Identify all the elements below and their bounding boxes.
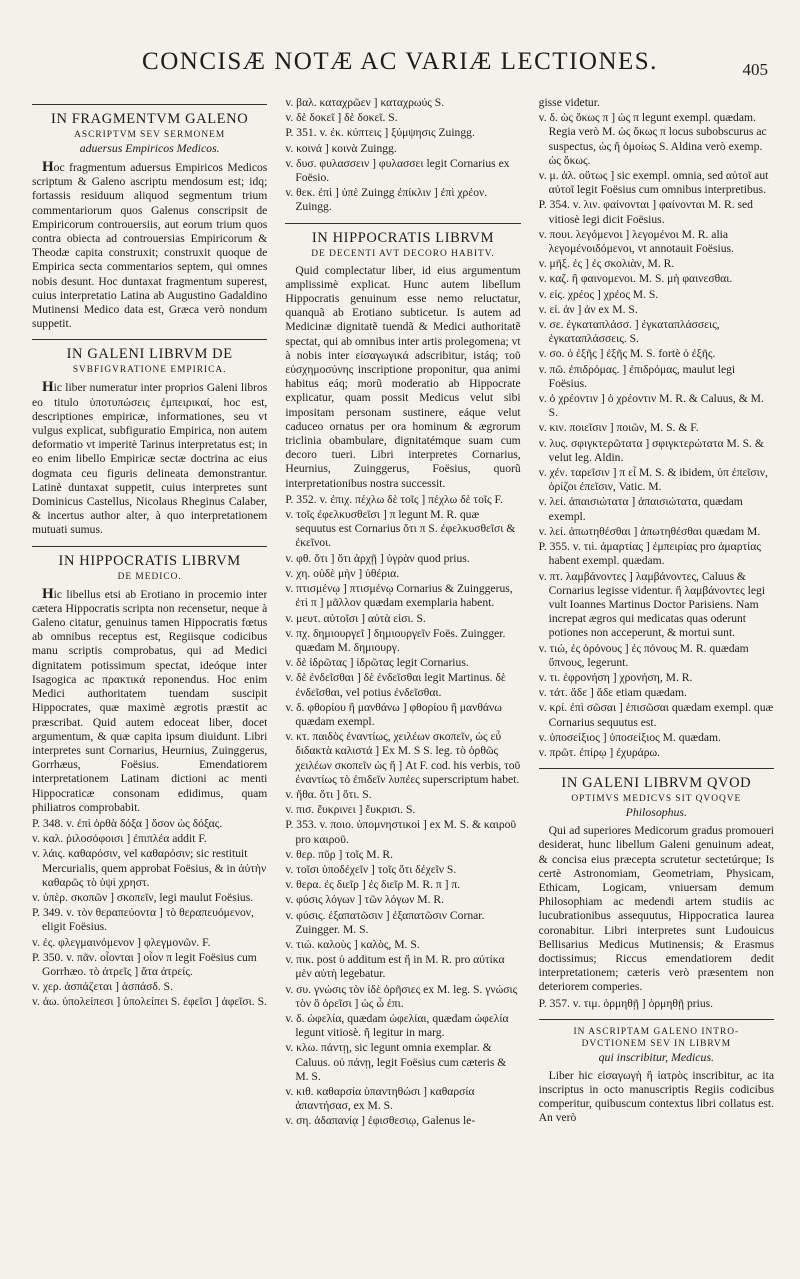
variant-note: v. δὲ ἰδρῶτας ] ἰδρῶτας legit Cornarius.: [285, 656, 469, 670]
section-subtitle: DVCTIONEM SEV IN LIBRVM: [581, 1038, 732, 1049]
variant-note: v. τι. ἐφρονήση ] χρονήση, M. R.: [538, 670, 693, 684]
section-subtitle: SVBFIGVRATIONE EMPIRICA.: [72, 365, 227, 376]
variant-note: v. τοῖσι ὑποδέχεῖν ] τοῖς ὅτι δέχεῖν S.: [285, 862, 457, 876]
variant-note: v. χερ. ἀσπάζεται ] ἀσπάσδ. S.: [32, 980, 173, 994]
section-body: Hic libellus etsi ab Erotiano in procemio inter cætera Hippocratis scripta non recensetur, neque à Galeno citatur, genuinus tamen Hippocratis fœtus ab omnibus receptus est, Regiisque codicibus manu scriptis comprobatus, qui ad Medici dignitatem potissimum spectat, ideóque inter Isagogica ac πρακτικά reponendus. Hoc enim Medici authoritatem tuendam suscipit Hippocrates, quæ maximè ægrotis præstit ac præscribat. Quid autem edoceat liber, docet argumentum, & quæ capita ipsum diuidunt. Libri interpretes sunt Cornarius, Heurnius, Zuinggerus, Gorrhæus, Foësius. Emendatiorem interpretationem Latinam dictioni ac menti Hippocraticæ consonam edidimus, quam philiatros comprobabit.: [32, 585, 268, 814]
section-title: IN GALENI LIBRVM QVOD: [561, 775, 752, 792]
variant-note: v. κιθ. καθαρσία ὑπαντηθώσι ] καθαρσία ἀπαντήσασ, ex M. S.: [285, 1085, 475, 1113]
variant-note: v. πικ. post ὑ additum est ἤ in M. R. pro αὐτίκα μὲν αὐτὴ legebatur.: [285, 953, 505, 981]
variant-note: v. κοινά ] κοινὰ Zuingg.: [285, 141, 397, 155]
variant-notes: [285, 96, 520, 215]
variant-note: v. μευτ. αὐτοῖσι ] αὐτὰ εἰσι. S.: [285, 611, 426, 625]
section-subtitle: OPTIMVS MEDICVS SIT QVOQVE: [571, 794, 742, 805]
variant-note: v. πχ. δημιουργεῖ ] δημιουργεῖν Foës. Zuingger. quædam M. δημιουργ.: [285, 626, 506, 654]
variant-note: v. θερα. ἐς διεῖρ ] ἐς διεῖρ M. R. π ] π.: [285, 878, 461, 892]
variant-notes: [32, 817, 267, 1010]
variant-note: v. πουι. λεγόμενοι ] λεγομένοι M. R. alia λεγομένοιδόμενοι, vt annotauit Foësius.: [538, 227, 734, 256]
variant-note: v. λυς. σφιγκτερῶτατα ] σφιγκτερώτατα M. S. & velut leg. Aldin.: [538, 436, 764, 464]
variant-note: v. χέν. ταρεῖσιν ] π εἶ M. S. & ibidem, ὑπ ἐπεῖσιν, ὁρίζοι ἐπεῖσιν, Vatic. M.: [538, 466, 768, 494]
column-middle: [285, 96, 520, 1269]
variant-note: v. μ. ἀλ. οὕτως ] sic exempl. omnia, sed αὐτοῖ aut αὐτοῖ legit Foësius cum omnibus interpretibus.: [538, 169, 769, 197]
divider: [32, 546, 267, 547]
variant-note: P. 351. v. ἐκ. κύπτεις ] ξύμψησις Zuingg.: [285, 126, 475, 140]
section-title: IN ASCRIPTAM GALENO INTRO-: [573, 1026, 740, 1037]
variant-note: v. θερ. πῦρ ] τοῖς M. R.: [285, 847, 394, 861]
variant-note: v. χη. οὐδὲ μὴν ] ὑθέρια.: [285, 566, 400, 580]
variant-note: v. φύσις λόγων ] τῶν λόγων M. R.: [285, 893, 445, 907]
section-title: IN HIPPOCRATIS LIBRVM: [311, 229, 495, 246]
variant-note: v. πτ. λαμβάνοντες ] λαμβάνοντες, Caluus & Cornarius legisse videntur. ἤ λαμβάνοντες legi vult Ioannes Martinus Doctor Parisiens. Nam increpat ægros qui medicatas quas oderunt potiones non acceperunt, & mortui sunt.: [538, 569, 766, 640]
variant-note: P. 352. v. ἐπιχ. πέχλω δὲ τοῖς ] πέχλω δὲ τοῖς F.: [285, 492, 503, 506]
divider: [32, 339, 267, 340]
column-right: [539, 96, 774, 1269]
variant-note: P. 349. v. τὸν θεραπεύοντα ] τὸ θεραπευόμενον, eligit Foësius.: [32, 906, 254, 934]
variant-note: v. λεί. ἀπωτηθέσθαι ] ἀπωτηθέσθαι quædam M.: [538, 524, 761, 538]
variant-note: v. ὑποσείξιος ] ὑποσείξιος M. quædam.: [538, 730, 721, 744]
section-body: Quid complectatur liber, id eius argumentum amplissimè explicat. Hunc autem libellum Hippocratis genuinum esse nemo reluctatur, quanquã ab Erotiano subticetur. Is autem ad Medicinæ dignitatẽ tuendã & Medici authoritatẽ spectat, qui ab omnibus inter artis prolegomena; vt à nobis inter εἰσαγωγικά adscribitur, istáq; τοῦ εὐσχημοσύνης inscriptione proponitur, qua animi habitus eáq; morũ moderatio ab Hippocrate explicatur, quam possit Medicus velut sibi impositam personam sustinere, eáque velut caduceo ornatus per ora hominum & ægrorum tricliniа obambulare, dignitatémque suam cum decoro tueri. Libri interpretes Cornarius, Heurnius, Zuinggerus, Foësius, quorũ interpretationibus nostra successit.: [285, 263, 521, 490]
variant-note: v. πῶ. ἐπιδρόμας. ] ἐπιδρόμας, maulut legi Foësius.: [538, 362, 736, 390]
section-subtitle: DE MEDICO.: [117, 571, 182, 582]
variant-note: v. τάτ. ἄδε ] ἄδε etiam quædam.: [538, 686, 687, 700]
variant-note: P. 350. v. πᾶν. οἷονται ] οἷον π legit Foësius cum Gorrhæo. τὸ ἀτρεῖς ] ἄτα ἀτρείς.: [32, 950, 257, 978]
section-subtitle: ASCRIPTVM SEV SERMONEM: [74, 130, 226, 140]
variant-notes: [539, 96, 774, 760]
variant-note: v. δυσ. φυλασσειν ] φυλασσει legit Cornarius ex Foësio.: [285, 156, 510, 185]
variant-note: v. δὲ δοκεῖ ] δὲ δοκεῖ. S.: [285, 111, 398, 125]
variant-note: P. 348. v. ἐπὶ ὀρθὰ δόξα ] ὅσον ὡς δόξας.: [32, 816, 223, 830]
variant-note: v. βαλ. καταχρῶεν ] καταχρωύς S.: [285, 96, 445, 109]
section-body: Liber hic εἰσαγωγὴ ἢ ἰατρὸς inscribitur, ac ita inscriptus in octo manuscriptis Regiis codicibus comperitur, quibuscum contextus libri collatus est. An verò: [538, 1068, 774, 1125]
variant-note: v. δ. φθορίου ἢ μανθάνω ] φθορίου ἢ μανθάνω quædam exempl.: [285, 700, 502, 728]
variant-note: v. φθ. ὅτι ] ὅτι ἀρχῇ ] ὑγρὰν quod prius.: [285, 551, 470, 565]
text-columns: [32, 96, 774, 1269]
variant-note: v. ση. ἀδαπανίᾳ ] ἐφισθεσιῳ, Galenus le-: [285, 1114, 476, 1128]
variant-note: v. κρί. ἐπὶ σῶσαι ] ἐπισῶσαι quædam exempl. quæ Cornarius sequutus est.: [538, 701, 774, 729]
variant-note: v. τιώ. καλοὺς ] καλὸς, M. S.: [285, 937, 420, 951]
variant-note: v. πρῶτ. ἐπίρῳ ] ἐχυράρω.: [538, 745, 661, 759]
variant-note: v. τοῖς ἐφελκυσθεῖσι ] π legunt M. R. quæ sequutus est Cornarius ὅτι π S. ἐφελκυσθεῖσι & ἐκεῖνοι.: [285, 508, 516, 550]
variant-note: gisse videtur.: [538, 96, 600, 109]
variant-note: P. 353. v. ποιο. ὑπομνηστικοὶ ] ex M. S. & καιροῦ pro καιροῦ.: [285, 818, 517, 846]
section-subtitle: qui inscribitur, Medicus.: [598, 1049, 714, 1064]
section-title: IN GALENI LIBRVM DE: [66, 346, 233, 363]
variant-note: v. ὁ χρέοντιν ] ὁ χρέοντιν M. R. & Caluus, & M. S.: [538, 392, 764, 420]
variant-note: v. λάις. καθαρόσιν, vel καθαρόσιν; sic restituit Mercurialis, quem approbat Foësius, & in ἀὐτὴν καθαρῶς τὸ ὑψὶ χρηστ.: [32, 847, 267, 889]
section-subtitle: Philosophus.: [625, 805, 687, 820]
variant-note: v. κιν. ποιεῖσιν ] ποιῶν, M. S. & F.: [538, 421, 699, 435]
variant-notes: [285, 493, 520, 1129]
variant-note: v. κλω. πάντῃ, sic legunt omnia exemplar. & Caluus. οὐ πάνῃ, legit Foësius cum cæteris & M. S.: [285, 1041, 507, 1083]
column-left: [32, 96, 267, 1269]
variant-note: v. καζ. ἢ φαινομενοι. M. S. μὴ φαινεσθαι.: [538, 272, 733, 286]
variant-note: v. δὲ ἐνδεῖσθαι ] δὲ ἐνδεῖσθαι legit Martinus. δὲ ἐνδεῖσθαι, vel potius ἐνδεῖσθαι.: [285, 671, 506, 699]
section-title: IN FRAGMENTVM GALENO: [51, 111, 249, 127]
variant-note: v. ἐς. φλεγμαινόμενον ] φλεγμονῶν. F.: [32, 935, 211, 949]
section-subtitle: DE DECENTI AVT DECORO HABITV.: [311, 248, 495, 259]
variant-note: v. ἤθα. ὅτι ] ὅτι. S.: [285, 787, 372, 801]
section-subtitle: aduersus Empiricos Medicos.: [79, 141, 220, 155]
variant-note: v. ἀω. ὑπολείπεσι ] ὑπολείπει S. ἐφεῖσι ] ἀφεῖσι. S.: [32, 995, 267, 1009]
variant-note: v. κτ. παιδὸς ἐναντίως, χειλέων σκοπεῖν, ὡς εὖ διδακτὰ καλιστά ] Ex M. S S. leg. τὸ ὀρθῶς χειλέων σκοπεῖν ὡς ἤ ] At F. cod. his verbis, τοῦ ἐναντίως τὸ ἐπιδεῖν λυπέες superscriptum habet.: [285, 730, 521, 786]
variant-note: v. πισ. ἔυκρινει ] ἔυκρισι. S.: [285, 803, 416, 817]
variant-note: v. φύσις. ἐξαπατῶσιν ] ἐξαπατῶσιν Cornar. Zuingger. M. S.: [285, 908, 485, 936]
variant-note: v. τιώ, ἐς ὁρόνους ] ἐς πόνους M. R. quædam ὕπνους, legerunt.: [538, 641, 749, 669]
section-body: Qui ad superiores Medicorum gradus promoueri desiderat, hunc libellum Galeni genuinum adeat, & concisa eius præcepta scrutetur sectetúrque; Is certè Astronomiam, Geometriam, Physicam, Ethicam, Logicam, vniuersam demum Philosophiam ac medendi artem studiis ac lucubrationibus assequutus, Hippocratica laurea coronabitur. Libri interpretes sunt Ludouicus Bellisarius Medicus Mutinensis; & Erasmus doctissimus; Riccus emendatiorem dedit interpretationem; cæteris verò præsentem non deteriorem comperies.: [538, 824, 774, 994]
divider: [285, 223, 520, 224]
variant-note: v. σο. ὁ ἐξῆς ] ἐξῆς M. S. fortè ὁ ἐξῆς.: [538, 347, 716, 361]
section-body: Hoc fragmentum aduersus Empiricos Medicos scriptum & Galeno ascriptu mendosum est; idq; fortassis residuum aliquod segmentum trium commentariorum quos Galenus conscripsit de Empiricorum controuersiis, aut eorum trium quos contra obiecta ad controuersias Empiricorum & Theodæ capita construxit; construxit quoque de Empirica secta commentarios septem, qui omnes nobis desunt. Hoc duntaxat fragmentum superest, cuius interpretatio Latina ab Augustino Gadaldino Mutinensi Medico data est, Græca verò nondum suppetit.: [32, 159, 268, 331]
variant-note: v. λεί. ἀπαισιώτατα ] ἀπαισιώτατα, quædam exempl.: [538, 495, 743, 523]
variant-note: P. 354. v. λιν. φαίνονται ] φαίνονται M. R. sed vitiosè legi dicit Foësius.: [538, 198, 753, 226]
variant-note: v. σε. ἐγκαταπλάσσ. ] ἐγκαταπλάσσεις, ἐγκαταπλάσσεις. S.: [538, 318, 720, 346]
running-title: CONCISÆ NOTÆ AC VARIÆ LECTIONES.: [142, 48, 658, 75]
variant-note: v. εἰς. χρέος ] χρέος M. S.: [538, 287, 659, 301]
variant-note: v. καλ. ῥιλοσόφοισι ] ἐπιπλέα addit F.: [32, 832, 207, 846]
variant-note: P. 357. v. τιμ. ὁρμηθῇ ] ὁρμηθῇ prius.: [538, 996, 714, 1010]
divider: [539, 768, 774, 769]
divider: [539, 1019, 774, 1020]
variant-note: v. θεκ. ἐπὶ ] ὑπὲ Zuingg ἐπίκλιν ] ἐπὶ χρέον. Zuingg.: [285, 186, 488, 214]
variant-note: v. ὑπὲρ. σκοπῶν ] σκοπεῖν, legi maulut Foësius.: [32, 890, 254, 904]
variant-note: v. δ. ὠφελία, quædam ὠφελίαι, quædam ὠφελία legunt vitiosè. ἤ legitur in marg.: [285, 1011, 509, 1040]
section-title: IN HIPPOCRATIS LIBRVM: [58, 552, 241, 569]
page-number: 405: [742, 60, 768, 79]
divider: [32, 104, 267, 105]
variant-note: v. συ. γνώσις τὸν ἰδὲ ὁρῆσιες ex M. leg. S. γνώσις τὸν ὃ ὁρεῖσι ] ὡς ὧ ἐπι.: [285, 982, 518, 1010]
variant-note: v. μῆξ. ἐς ] ἐς σκολιὰν, M. R.: [538, 257, 675, 271]
variant-note: v. εἰ. ἀν ] ἀν ex M. S.: [538, 302, 638, 316]
variant-note: v. δ. ὡς ὅκως π ] ὡς π legunt exempl. quædam. Regia verò M. ὡς ὅκως π locus subobscurus ac suspectus, ὡς ἤ ὁμοίως S. Aldina verò exemp. ὡς ὅκως.: [538, 111, 767, 167]
variant-note: v. πτισμένῳ ] πτισμένῳ Cornarius & Zuinggerus, ἐτὶ π ] μᾶλλον quædam exemplaria habent.: [285, 582, 513, 610]
section-body: Hic liber numeratur inter proprios Galeni libros eo titulo ὑποτυπώσεις ἐμπειρικαί, hoc est, descriptiones empiricæ, informationes, seu vt vulgus explicat, subfiguratio Empirica, non autem deformatio vt imperitè Tarinus interpretatus est; in eo enim libello Empiricæ sectæ doctrina ac eius dogmata ceu figuris delineata demonstrantur. Latinè duntaxat suppetit, cuius interpretes sunt Dominicus Castellus, Nicolaus Rheginus Calaber, & incertus author alter, à quo interpretationem mutuati sumus.: [32, 379, 268, 537]
variant-note: P. 355. v. τιὶ. ἀμαρτίας ] ἐμπειρίας pro ἀμαρτίας habent exempl. quædam.: [538, 540, 761, 568]
